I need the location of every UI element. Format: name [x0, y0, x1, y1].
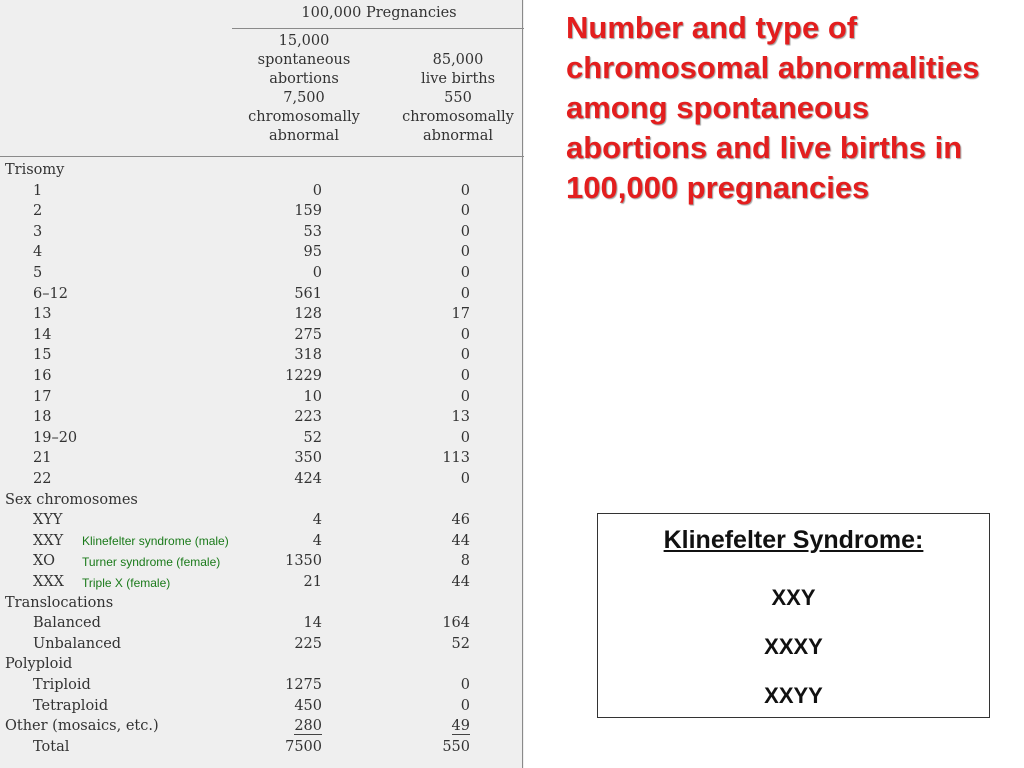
table-row [0, 654, 524, 675]
table-row [0, 593, 524, 614]
table-row [0, 263, 524, 284]
row-value-abortions: 1275 [285, 677, 322, 693]
row-value-live-births: 113 [442, 450, 470, 467]
row-label: 19–20 [33, 429, 78, 446]
karyotype-xxxy: XXXY [764, 634, 823, 659]
row-value-abortions: 95 [303, 244, 322, 261]
table-row [0, 675, 524, 696]
annotation-turner: Turner syndrome (female) [82, 555, 221, 569]
row-value-live-births: 0 [460, 326, 470, 343]
table-row [0, 222, 524, 243]
row-value-abortions: 4 [312, 532, 322, 549]
table-row [0, 531, 524, 552]
slide-title: Number and type of chromosomal abnormalities among spontaneous abortions and live births in 100,000 pregnancies [566, 10, 980, 205]
table-row [0, 490, 524, 511]
row-value-abortions: 52 [303, 429, 322, 446]
row-label: 5 [33, 265, 43, 281]
klinefelter-box [597, 513, 990, 718]
row-value-abortions: 424 [294, 471, 322, 487]
row-value-live-births: 0 [460, 223, 470, 240]
row-label: 13 [33, 306, 52, 323]
row-value-abortions: 0 [312, 182, 322, 199]
row-label: 15 [33, 347, 52, 364]
row-value-abortions: 1350 [285, 553, 322, 570]
row-value-live-births: 0 [460, 388, 470, 405]
table-row [0, 551, 524, 572]
row-value-live-births: 0 [460, 203, 470, 220]
row-label: 16 [33, 368, 52, 384]
row-label: Polyploid [5, 656, 73, 673]
row-value-live-births: 0 [460, 677, 470, 693]
row-label: 22 [33, 471, 52, 487]
row-value-live-births: 49 [451, 718, 470, 735]
row-label: 2 [33, 203, 43, 220]
row-value-live-births: 8 [460, 553, 470, 570]
row-label: Total [33, 738, 70, 755]
karyotype-xxy: XXY [771, 585, 816, 610]
row-label: 1 [33, 182, 43, 199]
row-value-abortions: 275 [294, 326, 322, 343]
row-label: 3 [33, 223, 43, 240]
table-row [0, 345, 524, 366]
table-row [0, 737, 524, 758]
row-label: Unbalanced [33, 635, 122, 652]
row-value-abortions: 10 [303, 388, 322, 405]
table-row [0, 325, 524, 346]
header-bottom-rule [0, 156, 524, 157]
row-value-abortions: 21 [303, 574, 322, 590]
karyotype-xxyy: XXYY [764, 683, 823, 708]
header-100000-pregnancies: 100,000 Pregnancies [301, 5, 457, 21]
table-row [0, 696, 524, 717]
row-value-abortions: 128 [294, 306, 322, 323]
row-value-abortions: 223 [294, 409, 322, 426]
row-label: Translocations [5, 594, 114, 611]
row-label: XXY [33, 532, 64, 549]
row-value-abortions: 350 [294, 450, 322, 467]
table-row [0, 284, 524, 305]
row-label: Triploid [33, 677, 91, 693]
table-row [0, 242, 524, 263]
row-label: XO [33, 553, 55, 570]
row-value-live-births: 44 [451, 574, 470, 590]
row-value-live-births: 0 [460, 182, 470, 199]
row-value-live-births: 164 [442, 615, 470, 632]
row-value-live-births: 550 [442, 738, 470, 755]
row-value-abortions: 0 [312, 265, 322, 281]
table-row [0, 448, 524, 469]
row-label: 18 [33, 409, 52, 426]
row-label: Balanced [33, 615, 101, 632]
table-row [0, 634, 524, 655]
row-value-abortions: 450 [294, 697, 322, 714]
row-value-abortions: 159 [294, 203, 322, 220]
header-rule [232, 28, 524, 29]
table-row [0, 304, 524, 325]
row-label: 17 [33, 388, 52, 405]
row-value-live-births: 0 [460, 244, 470, 261]
row-label: XYY [33, 512, 63, 529]
header-col-abortions: 15,000 spontaneous abortions 7,500 chromosomally abnormal [248, 33, 360, 144]
row-value-live-births: 0 [460, 347, 470, 364]
row-value-abortions: 1229 [285, 368, 322, 384]
row-value-abortions: 53 [303, 223, 322, 240]
table-row [0, 387, 524, 408]
table-row [0, 613, 524, 634]
table-row [0, 201, 524, 222]
annotation-triple-x: Triple X (female) [82, 576, 171, 590]
row-value-live-births: 0 [460, 429, 470, 446]
row-value-abortions: 4 [312, 512, 322, 529]
table-row [0, 572, 524, 593]
row-value-live-births: 52 [451, 635, 470, 652]
row-value-live-births: 46 [451, 512, 470, 529]
row-label: Other (mosaics, etc.) [5, 718, 159, 735]
row-label: Sex chromosomes [5, 491, 138, 508]
table-row [0, 716, 524, 737]
row-label: 4 [33, 244, 43, 261]
row-label: 14 [33, 326, 52, 343]
table-row [0, 510, 524, 531]
row-value-live-births: 0 [460, 471, 470, 487]
annotation-klinefelter: Klinefelter syndrome (male) [82, 534, 229, 548]
row-label: Trisomy [5, 162, 65, 178]
klinefelter-box-title: Klinefelter Syndrome: [663, 526, 924, 554]
row-value-live-births: 17 [451, 306, 470, 323]
row-value-abortions: 225 [294, 635, 322, 652]
row-value-live-births: 0 [460, 265, 470, 281]
row-value-abortions: 7500 [285, 738, 322, 755]
row-value-live-births: 0 [460, 285, 470, 302]
row-label: 6–12 [33, 285, 68, 302]
table-row [0, 160, 524, 181]
row-value-abortions: 14 [303, 615, 322, 632]
row-value-live-births: 44 [451, 532, 470, 549]
header-col-live-births: 85,000 live births 550 chromosomally abnormal [402, 52, 514, 144]
row-value-live-births: 13 [451, 409, 470, 426]
row-label: XXX [33, 574, 64, 590]
table-row [0, 366, 524, 387]
row-value-abortions: 318 [294, 347, 322, 364]
table-row [0, 181, 524, 202]
table-row [0, 428, 524, 449]
row-value-abortions: 561 [294, 285, 322, 302]
row-value-abortions: 280 [294, 718, 322, 735]
row-value-live-births: 0 [460, 368, 470, 384]
row-value-live-births: 0 [460, 697, 470, 714]
row-label: 21 [33, 450, 52, 467]
table-row [0, 469, 524, 490]
row-label: Tetraploid [33, 697, 109, 714]
table-row [0, 407, 524, 428]
